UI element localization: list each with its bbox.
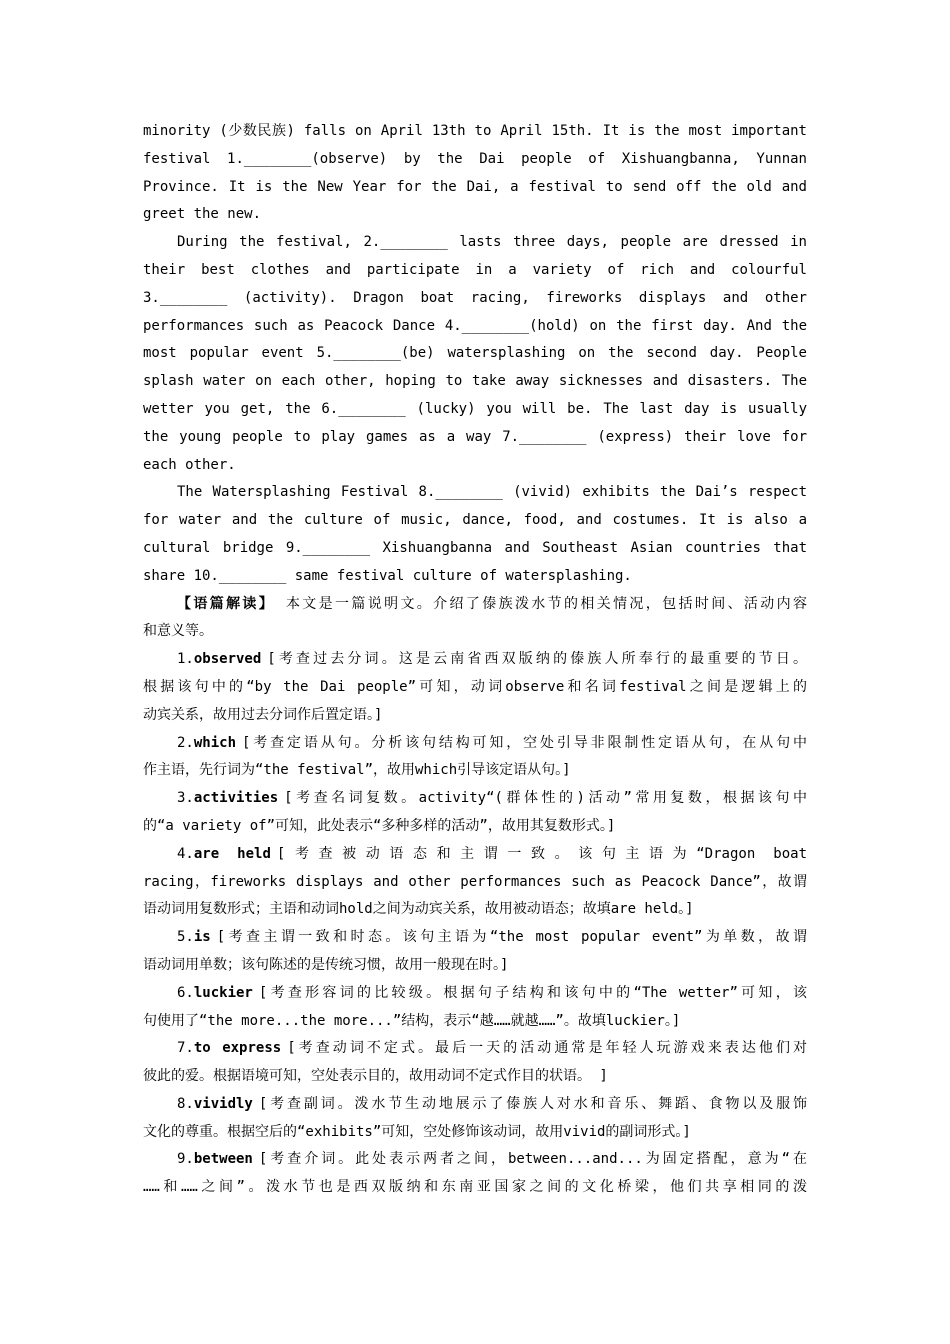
answer-number: 9.: [177, 1151, 194, 1168]
answer-value: activities: [193, 790, 279, 807]
answer-value: are held: [193, 845, 271, 862]
answer-item-8: [143, 1091, 807, 1147]
text-line: their best clothes and participate in a variety of rich and colourful: [143, 261, 807, 278]
answer-line: [143, 1091, 807, 1119]
answer-value: vividly: [193, 1095, 253, 1112]
answer-explanation: [考查副词。泼水节生动地展示了傣族人对水和音乐、舞蹈、食物以及服饰: [258, 1095, 807, 1112]
answer-line: 语动词用复数形式；主语和动词hold之间为动宾关系，故用被动语态；故填are held。]: [143, 901, 694, 918]
answer-explanation: [考查介词。此处表示两者之间，between...and...为固定搭配，意为“在: [258, 1151, 807, 1168]
answer-line: racing，fireworks displays and other performances such as Peacock Dance”，故谓: [143, 873, 807, 890]
text-line: for water and the culture of music, dance, food, and costumes. It is also a: [143, 512, 807, 529]
text-line: splash water on each other, hoping to take away sicknesses and disasters. The: [143, 373, 807, 390]
answer-value: observed: [193, 651, 262, 668]
text-line: cultural bridge 9.________ Xishuangbanna and Southeast Asian countries that: [143, 539, 807, 556]
analysis-line: [143, 591, 807, 619]
answer-item-3: [143, 785, 807, 841]
answer-value: which: [193, 734, 237, 751]
text-line: During the festival, 2.________ lasts three days, people are dressed in: [177, 234, 807, 251]
answer-number: 3.: [177, 790, 194, 807]
text-line: Province. It is the New Year for the Dai, a festival to send off the old and: [143, 178, 807, 195]
document-page: [143, 118, 807, 1202]
answer-value: luckier: [193, 984, 253, 1001]
passage-paragraph-1: [143, 118, 807, 229]
answer-value: between: [193, 1151, 253, 1168]
answer-item-4: [143, 841, 807, 924]
answer-line: 的“a variety of”可知，此处表示“多种多样的活动”，故用其复数形式。]: [143, 817, 616, 834]
answer-line: [143, 980, 807, 1008]
answer-line: [143, 646, 807, 674]
analysis-text: 本文是一篇说明文。介绍了傣族泼水节的相关情况，包括时间、活动内容: [275, 595, 807, 612]
answer-explanation: [考查形容词的比较级。根据句子结构和该句中的“The wetter”可知，该: [258, 984, 807, 1001]
text-line: performances such as Peacock Dance 4.________(hold) on the first day. And the: [143, 317, 807, 334]
answer-line: 句使用了“the more...the more...”结构，表示“越……就越……”。故填luckier。]: [143, 1012, 681, 1029]
analysis-section: [143, 591, 807, 647]
answer-explanation: [考查定语从句。分析该句结构可知，空处引导非限制性定语从句，在从句中: [242, 734, 807, 751]
text-line: The Watersplashing Festival 8.________ (vivid) exhibits the Dai’s respect: [177, 484, 807, 501]
answer-number: 7.: [177, 1040, 194, 1057]
answer-explanation: [考查被动语态和主谓一致。该句主语为“Dragon boat: [276, 845, 807, 862]
answer-line: 语动词用单数；该句陈述的是传统习惯，故用一般现在时。]: [143, 956, 509, 973]
answer-line: 文化的尊重。根据空后的“exhibits”可知，空处修饰该动词，故用vivid的副词形式。]: [143, 1123, 691, 1140]
answer-item-7: [143, 1035, 807, 1091]
answer-explanation: [考查动词不定式。最后一天的活动通常是年轻人玩游戏来表达他们对: [287, 1040, 807, 1057]
answer-item-6: [143, 980, 807, 1036]
answer-number: 4.: [177, 845, 194, 862]
text-line: wetter you get, the 6.________ (lucky) you will be. The last day is usually: [143, 400, 807, 417]
answer-line: [143, 841, 807, 869]
answer-line: 动宾关系，故用过去分词作后置定语。]: [143, 706, 383, 723]
answer-explanation: [考查名词复数。activity“(群体性的)活动”常用复数，根据该句中: [284, 790, 807, 807]
passage-paragraph-3: [143, 479, 807, 590]
answer-line: [143, 924, 807, 952]
answer-number: 1.: [177, 651, 194, 668]
text-line: share 10.________ same festival culture of watersplashing.: [143, 567, 632, 584]
answer-line: 彼此的爱。根据语境可知，空处表示目的，故用动词不定式作目的状语。 ]: [143, 1068, 608, 1085]
answer-line: [143, 785, 807, 813]
answer-number: 6.: [177, 984, 194, 1001]
passage-paragraph-2: [143, 229, 807, 479]
answer-explanation: [考查主谓一致和时态。该句主语为“the most popular event”为单数，故谓: [216, 929, 807, 946]
text-line: most popular event 5.________(be) watersplashing on the second day. People: [143, 345, 807, 362]
text-line: festival 1.________(observe) by the Dai people of Xishuangbanna, Yunnan: [143, 150, 807, 167]
text-line: each other.: [143, 456, 236, 473]
answer-line: [143, 1035, 807, 1063]
analysis-line: 和意义等。: [143, 623, 213, 640]
answer-item-5: [143, 924, 807, 980]
text-line: greet the new.: [143, 206, 262, 223]
analysis-label: 【语篇解读】: [177, 595, 276, 612]
answer-explanation: [考查过去分词。这是云南省西双版纳的傣族人所奉行的最重要的节日。: [267, 651, 807, 668]
text-line: the young people to play games as a way 7.________ (express) their love for: [143, 428, 807, 445]
answer-line: 作主语，先行词为“the festival”，故用which引导该定语从句。]: [143, 762, 571, 779]
answer-number: 2.: [177, 734, 194, 751]
answer-value: to express: [193, 1040, 282, 1057]
answer-line: 根据该句中的“by the Dai people”可知，动词observe和名词festival之间是逻辑上的: [143, 678, 807, 695]
answer-number: 8.: [177, 1095, 194, 1112]
answer-item-1: [143, 646, 807, 729]
text-line: minority (少数民族) falls on April 13th to April 15th. It is the most important: [143, 123, 807, 139]
answer-line: [143, 1146, 807, 1174]
answer-item-2: [143, 730, 807, 786]
answer-item-9: [143, 1146, 807, 1202]
answer-number: 5.: [177, 929, 194, 946]
answer-line: ……和……之间”。泼水节也是西双版纳和东南亚国家之间的文化桥梁，他们共享相同的泼: [143, 1179, 807, 1196]
answer-value: is: [193, 929, 211, 946]
text-line: 3.________ (activity). Dragon boat racing, fireworks displays and other: [143, 289, 807, 306]
answer-line: [143, 730, 807, 758]
